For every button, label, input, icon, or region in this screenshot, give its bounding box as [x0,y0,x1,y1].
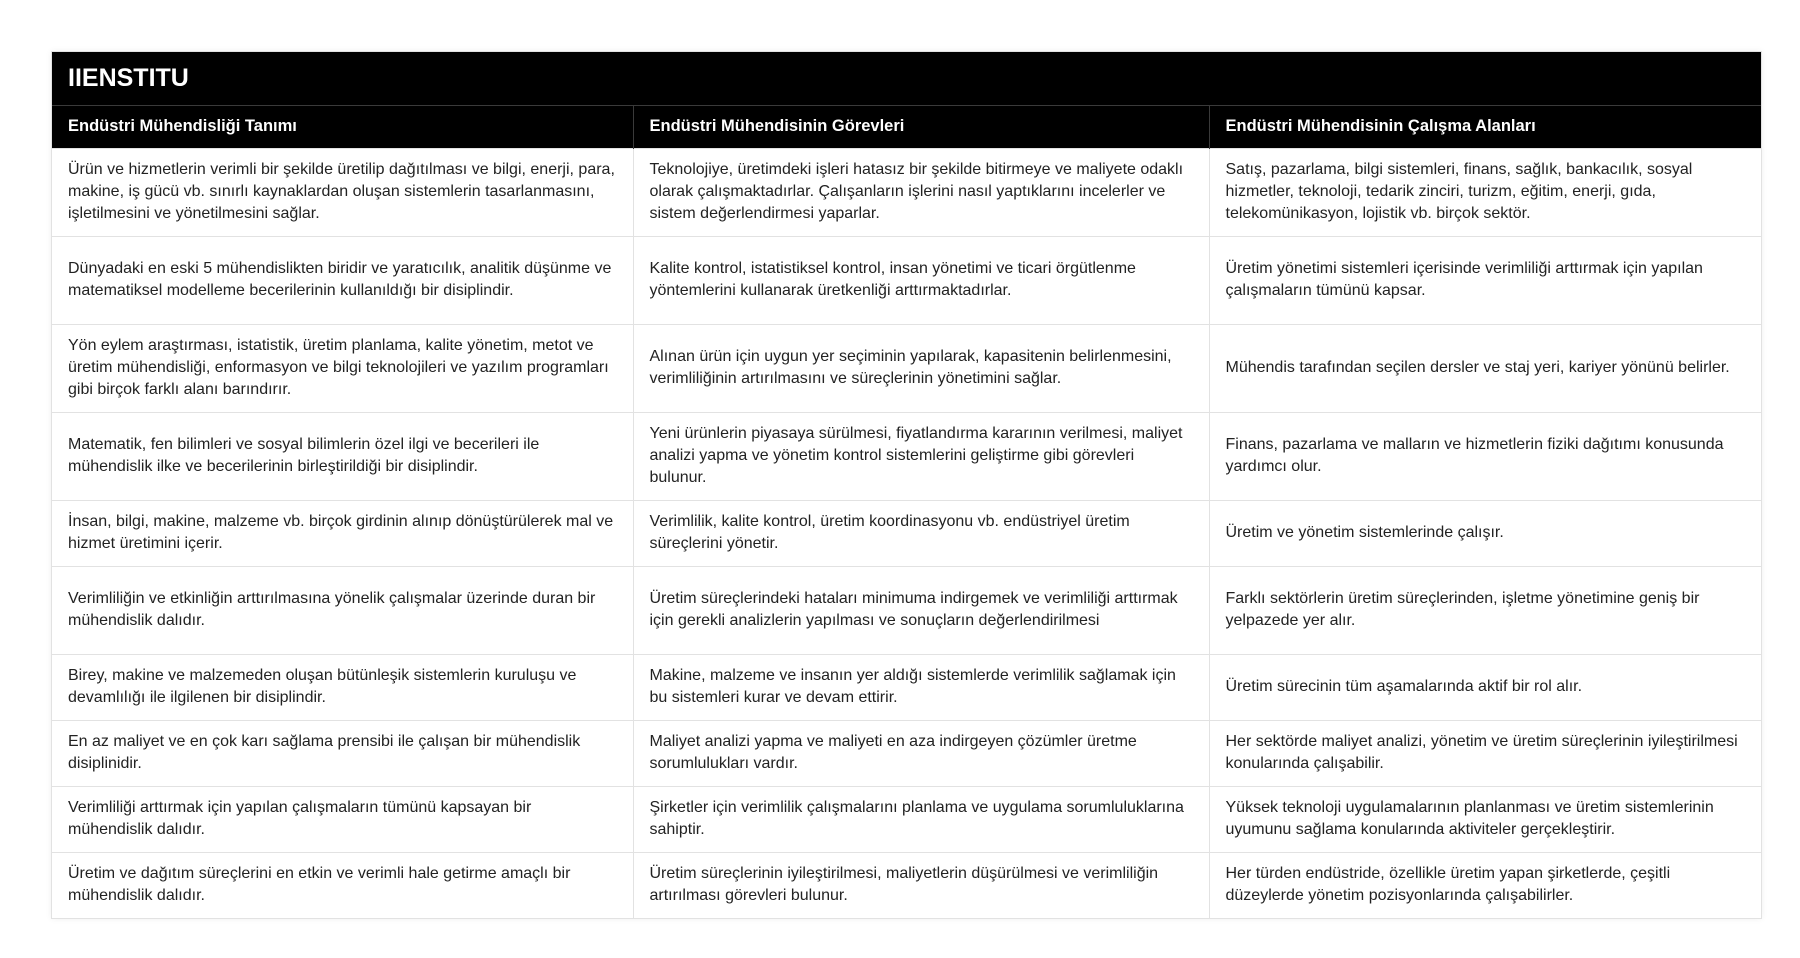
table-cell: Matematik, fen bilimleri ve sosyal bilimlerin özel ilgi ve becerileri ile mühendislik ilke ve becerilerinin birleştirildiği bir disiplindir. [52,412,633,500]
table-header [52,106,1761,148]
table-cell: Yön eylem araştırması, istatistik, üretim planlama, kalite yönetim, metot ve üretim mühendisliği, enformasyon ve bilgi teknolojileri ve yazılım programları gibi birçok farklı alanı barındırır. [52,324,633,412]
table-row [52,720,1761,786]
column-header-work-areas: Endüstri Mühendisinin Çalışma Alanları [1209,106,1761,148]
table-row [52,786,1761,852]
table-cell: Dünyadaki en eski 5 mühendislikten biridir ve yaratıcılık, analitik düşünme ve matematiksel modelleme becerilerinin kullanıldığı bir disiplindir. [52,236,633,324]
table-cell: Farklı sektörlerin üretim süreçlerinden, işletme yönetimine geniş bir yelpazede yer alır. [1209,566,1761,654]
table-cell: Ürün ve hizmetlerin verimli bir şekilde üretilip dağıtılması ve bilgi, enerji, para, makine, iş gücü vb. sınırlı kaynaklardan oluşan sistemlerin tasarlanmasını, işletilmesini ve yönetilmesini sağlar. [52,148,633,236]
table-cell: Makine, malzeme ve insanın yer aldığı sistemlerde verimlilik sağlamak için bu sistemleri kurar ve devam ettirir. [633,654,1209,720]
table-cell: Üretim ve dağıtım süreçlerini en etkin ve verimli hale getirme amaçlı bir mühendislik dalıdır. [52,852,633,918]
table-cell: Maliyet analizi yapma ve maliyeti en aza indirgeyen çözümler üretme sorumlulukları vardır. [633,720,1209,786]
table-cell: Kalite kontrol, istatistiksel kontrol, insan yönetimi ve ticari örgütlenme yöntemlerini kullanarak üretkenliği arttırmaktadırlar. [633,236,1209,324]
data-table-container [51,51,1762,919]
table-cell: Verimlilik, kalite kontrol, üretim koordinasyonu vb. endüstriyel üretim süreçlerini yönetir. [633,500,1209,566]
table-cell: Finans, pazarlama ve malların ve hizmetlerin fiziki dağıtımı konusunda yardımcı olur. [1209,412,1761,500]
table-cell: Her sektörde maliyet analizi, yönetim ve üretim süreçlerinin iyileştirilmesi konularında çalışabilir. [1209,720,1761,786]
table-cell: Yeni ürünlerin piyasaya sürülmesi, fiyatlandırma kararının verilmesi, maliyet analizi yapma ve yönetim kontrol sistemlerini geliştirme gibi görevleri bulunur. [633,412,1209,500]
table-cell: Verimliliğin ve etkinliğin arttırılmasına yönelik çalışmalar üzerinde duran bir mühendislik dalıdır. [52,566,633,654]
table-cell: Üretim yönetimi sistemleri içerisinde verimliliği arttırmak için yapılan çalışmaların tümünü kapsar. [1209,236,1761,324]
table-row [52,412,1761,500]
comparison-table [52,106,1761,918]
table-cell: Her türden endüstride, özellikle üretim yapan şirketlerde, çeşitli düzeylerde yönetim pozisyonlarında çalışabilirler. [1209,852,1761,918]
table-cell: Üretim süreçlerindeki hataları minimuma indirgemek ve verimliliği arttırmak için gerekli analizlerin yapılması ve sonuçların değerlendirilmesi [633,566,1209,654]
table-row [52,148,1761,236]
table-row [52,654,1761,720]
table-row [52,500,1761,566]
table-body [52,148,1761,918]
table-cell: Yüksek teknoloji uygulamalarının planlanması ve üretim sistemlerinin uyumunu sağlama konularında aktiviteler gerçekleştirir. [1209,786,1761,852]
table-cell: Şirketler için verimlilik çalışmalarını planlama ve uygulama sorumluluklarına sahiptir. [633,786,1209,852]
table-cell: İnsan, bilgi, makine, malzeme vb. birçok girdinin alınıp dönüştürülerek mal ve hizmet üretimini içerir. [52,500,633,566]
table-row [52,566,1761,654]
table-cell: Üretim süreçlerinin iyileştirilmesi, maliyetlerin düşürülmesi ve verimliliğin artırılması görevleri bulunur. [633,852,1209,918]
table-cell: Mühendis tarafından seçilen dersler ve staj yeri, kariyer yönünü belirler. [1209,324,1761,412]
table-cell: Alınan ürün için uygun yer seçiminin yapılarak, kapasitenin belirlenmesini, verimliliğinin artırılmasını ve süreçlerinin yönetimini sağlar. [633,324,1209,412]
header-row [52,106,1761,148]
table-cell: Üretim ve yönetim sistemlerinde çalışır. [1209,500,1761,566]
table-row [52,324,1761,412]
table-row [52,852,1761,918]
table-cell: Verimliliği arttırmak için yapılan çalışmaların tümünü kapsayan bir mühendislik dalıdır. [52,786,633,852]
table-cell: En az maliyet ve en çok karı sağlama prensibi ile çalışan bir mühendislik disiplinidir. [52,720,633,786]
table-cell: Teknolojiye, üretimdeki işleri hatasız bir şekilde bitirmeye ve maliyete odaklı olarak çalışmaktadırlar. Çalışanların işlerini nasıl yaptıklarını incelerler ve sistem değerlendirmesi yaparlar. [633,148,1209,236]
table-cell: Satış, pazarlama, bilgi sistemleri, finans, sağlık, bankacılık, sosyal hizmetler, teknoloji, tedarik zinciri, turizm, eğitim, enerji, gıda, telekomünikasyon, lojistik vb. birçok sektör. [1209,148,1761,236]
column-header-duties: Endüstri Mühendisinin Görevleri [633,106,1209,148]
column-header-definition: Endüstri Mühendisliği Tanımı [52,106,633,148]
brand-title: IIENSTITU [52,52,1761,106]
table-cell: Birey, makine ve malzemeden oluşan bütünleşik sistemlerin kuruluşu ve devamlılığı ile ilgilenen bir disiplindir. [52,654,633,720]
table-row [52,236,1761,324]
table-cell: Üretim sürecinin tüm aşamalarında aktif bir rol alır. [1209,654,1761,720]
